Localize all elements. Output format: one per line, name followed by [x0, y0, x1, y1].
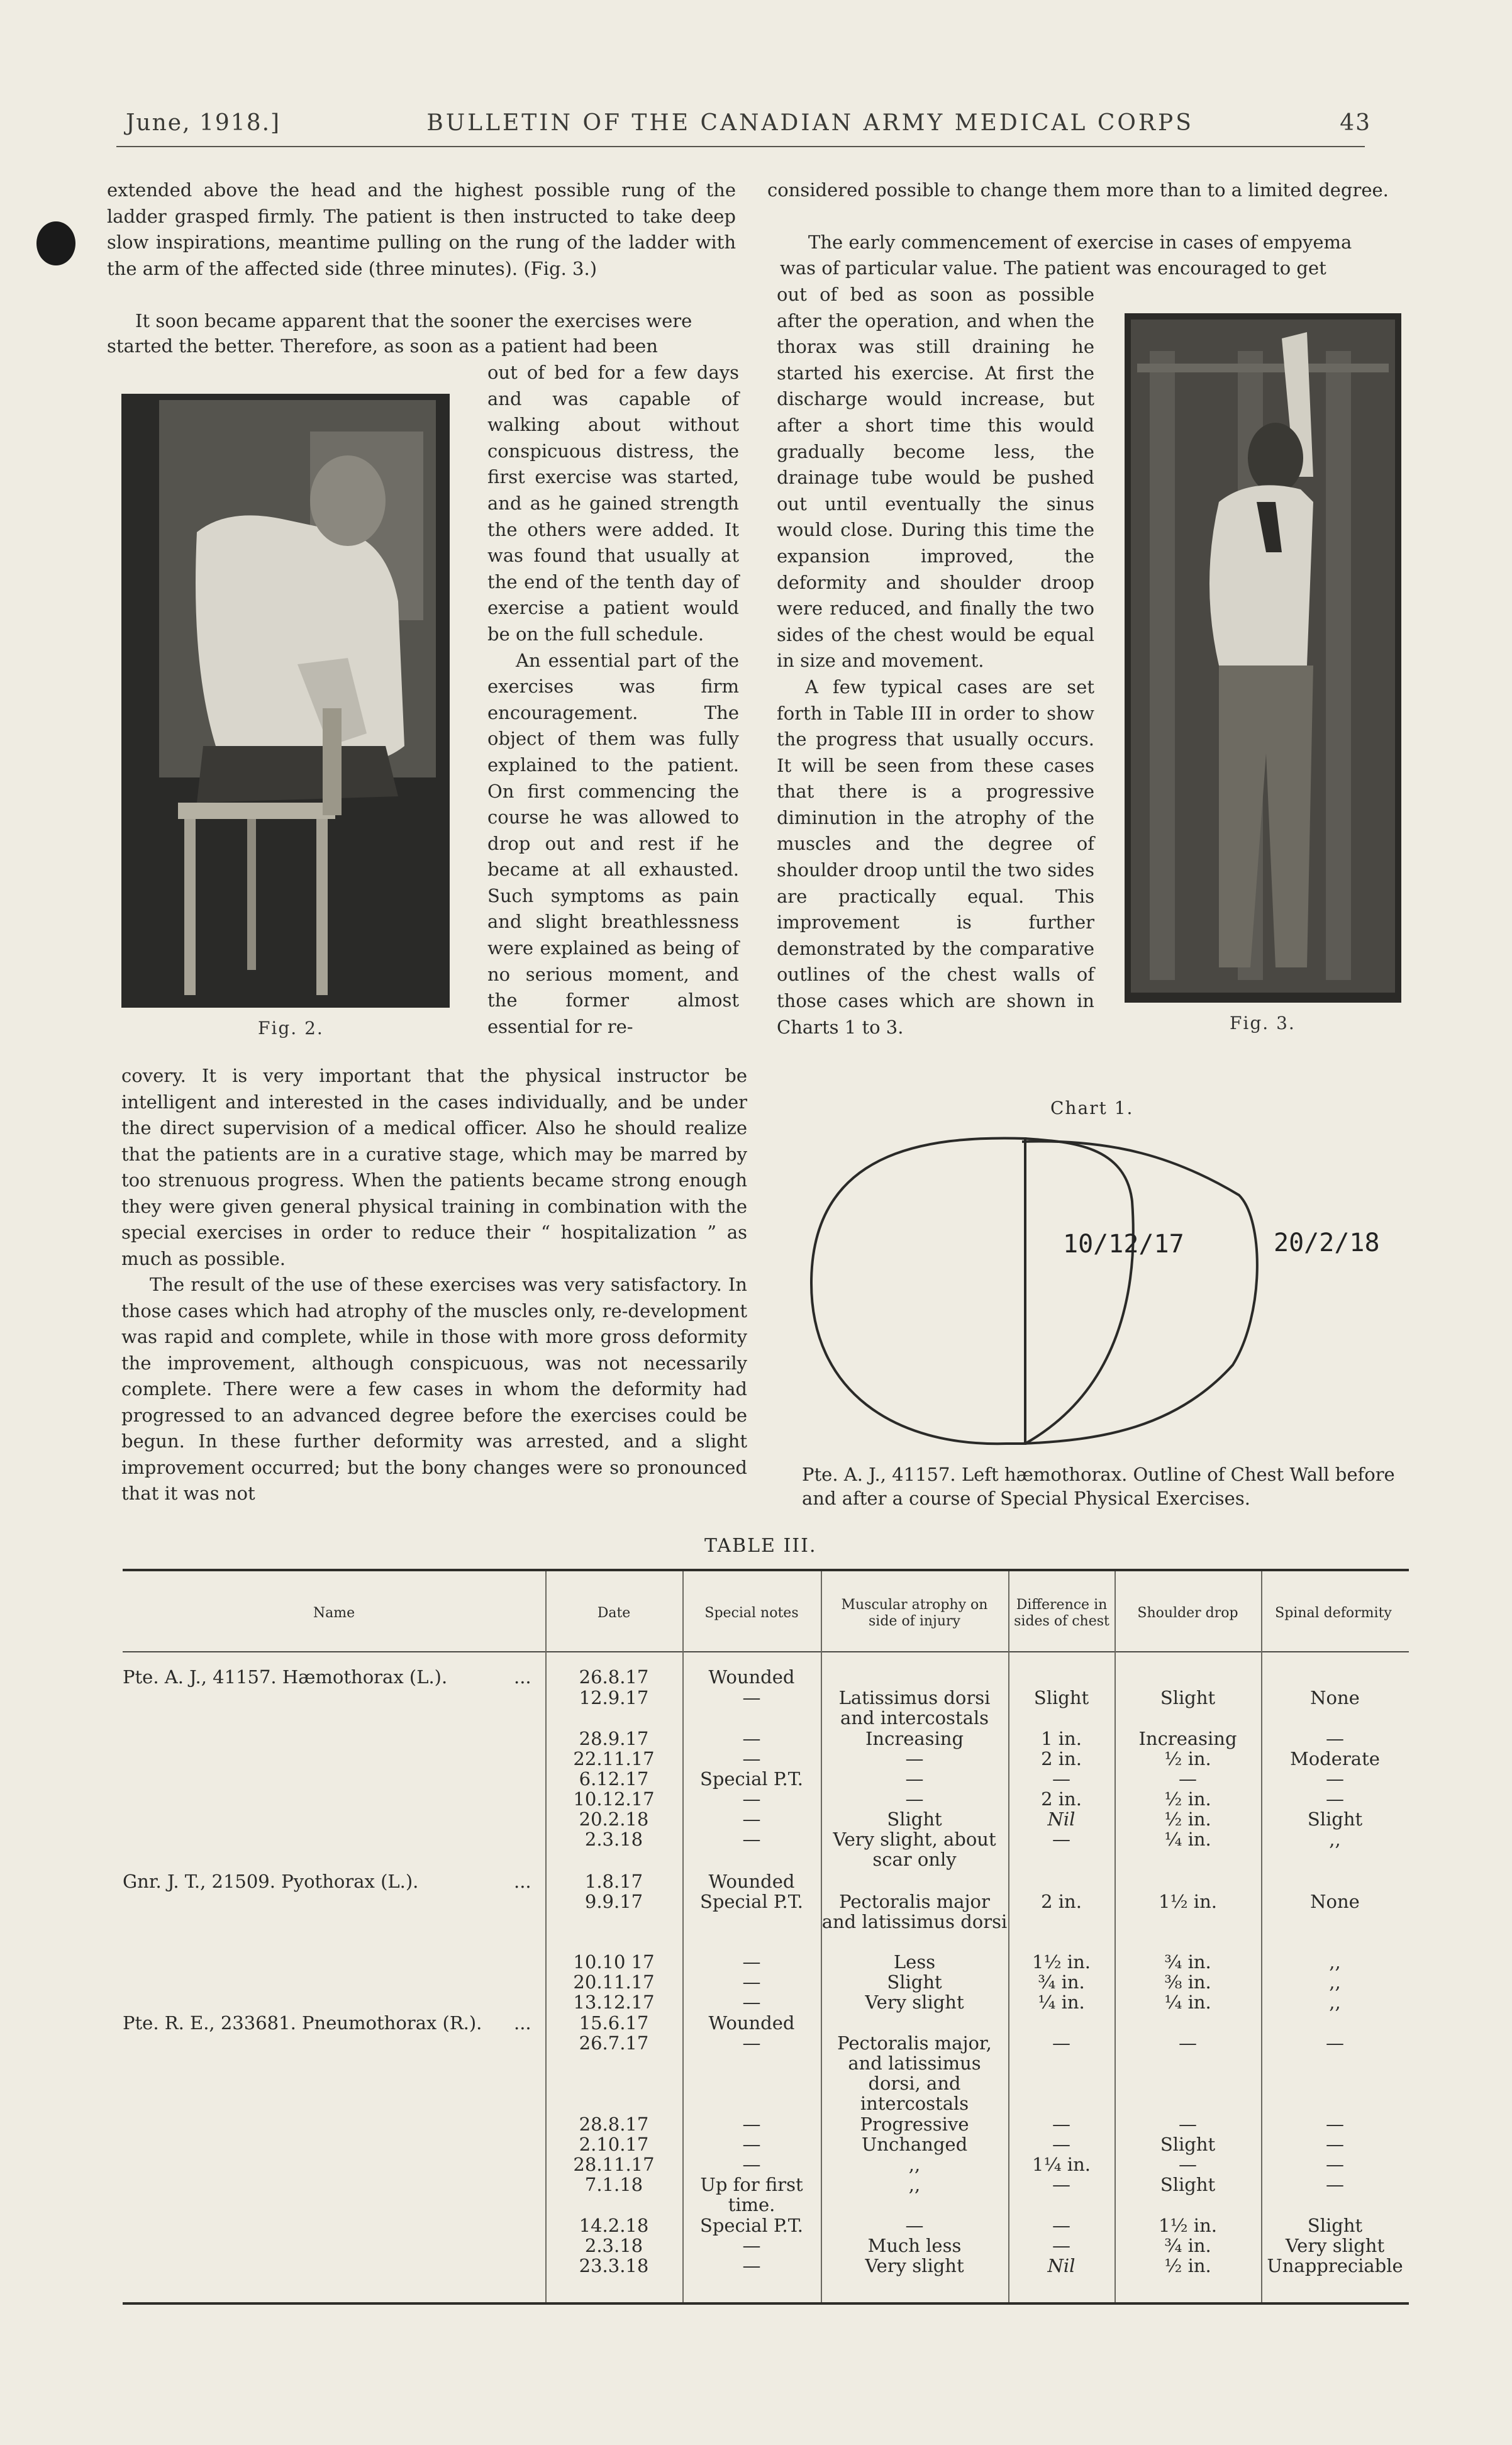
table-top-rule [123, 1569, 1409, 1571]
figure-2-photo [121, 394, 450, 1008]
paragraph: covery. It is very important that the physical instructor be intelligent and interested in the cases individually, and be under the direct supervision of a medical officer. Also he should realize that the patients are in a curative stage, which may be marred by too strenuous progress. When the patients became strong enough they were given general physical training in combination with the special exercises in order to reduce their “ hospitalization ” as much as possible. [121, 1065, 747, 1269]
chart-label-before: 10/12/17 [1063, 1230, 1184, 1259]
table-cell-spinal-deformity: ,, [1329, 1951, 1341, 1973]
table-bottom-rule [123, 2302, 1409, 2305]
table-cell-date: 12.9.17 [579, 1687, 649, 1708]
table-cell-special-notes: — [742, 1748, 761, 1769]
table-cell-chest-difference: — [1052, 2215, 1070, 2236]
chart-label-after: 20/2/18 [1274, 1228, 1380, 1257]
table-cell-muscular-atrophy: Very slight, about scar only [833, 1829, 996, 1870]
table-cell-muscular-atrophy: Much less [867, 2235, 962, 2256]
left-column-bottom [121, 1063, 747, 1507]
table-cell-chest-difference: Nil [1047, 1808, 1076, 1830]
table-cell-muscular-atrophy: Less [893, 1951, 936, 1973]
right-column-para2-lines [780, 230, 1393, 281]
table-cell-chest-difference: ¼ in. [1038, 1991, 1085, 2013]
punch-hole [36, 221, 75, 265]
header-page-number: 43 [1340, 109, 1371, 136]
paragraph: considered possible to change them more than to a limited degree. [767, 179, 1389, 201]
table-cell-chest-difference: 1¼ in. [1032, 2154, 1091, 2175]
table-title: TABLE III. [704, 1535, 817, 1557]
table-cell-shoulder-drop: 1½ in. [1159, 1891, 1217, 1912]
table-cell-special-notes: Up for first time. [700, 2174, 803, 2215]
table-cell-shoulder-drop: Increasing [1138, 1728, 1237, 1749]
table-cell-date: 26.8.17 [579, 1666, 649, 1688]
table-cell-date: 6.12.17 [579, 1768, 649, 1790]
table-cell-special-notes: Wounded [708, 1666, 795, 1688]
table-cell-special-notes: — [742, 1829, 761, 1850]
table-cell-chest-difference: — [1052, 2235, 1070, 2256]
table-cell-date: 13.12.17 [573, 1991, 655, 2013]
table-cell-date: 20.11.17 [573, 1971, 655, 1993]
table-cell-shoulder-drop: — [1179, 1768, 1197, 1790]
outline-after-right [1022, 1141, 1257, 1444]
header-date: Date [597, 1605, 631, 1621]
table-cell-spinal-deformity: — [1326, 2134, 1344, 2155]
table-cell-muscular-atrophy: Very slight [865, 1991, 964, 2013]
table-cell-shoulder-drop: ¾ in. [1164, 2235, 1211, 2256]
table-cell-shoulder-drop: ½ in. [1164, 2255, 1211, 2276]
table-cell-date: 28.8.17 [579, 2114, 649, 2135]
header-chest-difference: Difference in sides of chest [1014, 1597, 1109, 1629]
table-cell-spinal-deformity: ,, [1329, 1971, 1341, 1993]
table-cell-spinal-deformity: Moderate [1290, 1748, 1380, 1769]
table-cell-muscular-atrophy: Progressive [860, 2114, 969, 2135]
patient-name: Pte. A. J., 41157. Hæmothorax (L.). [123, 1666, 448, 1688]
paragraph: The result of the use of these exercises was very satisfactory. In those cases which had atrophy of the muscles only, re-development was rapid and complete, while in those with more gross deformity the improvement, although conspicuous, was not necessarily complete. There were a few cases in whom the deformity had progressed to an advanced degree before the exercises could be begun. In these further deformity was arrested, and a slight improvement occurred; but the bony changes were so pronounced that it was not [121, 1274, 747, 1504]
table-cell-special-notes: — [742, 1687, 761, 1708]
table-cell-spinal-deformity: None [1310, 1687, 1360, 1708]
table-cell-spinal-deformity: Slight [1307, 1808, 1363, 1830]
table-cell-muscular-atrophy: Latissimus dorsi and intercostals [838, 1687, 991, 1729]
table-cell-date: 2.10.17 [579, 2134, 649, 2155]
table-cell-date: 10.12.17 [573, 1788, 655, 1810]
table-cell-date: 20.2.18 [579, 1808, 649, 1830]
table-cell-spinal-deformity: — [1326, 1728, 1344, 1749]
table-cell-chest-difference: ¾ in. [1038, 1971, 1085, 1993]
table-cell-spinal-deformity: ,, [1329, 1991, 1341, 2013]
name-leader-dots: ... [514, 2012, 531, 2034]
table-cell-date: 28.11.17 [573, 2154, 655, 2175]
patient-name: Pte. R. E., 233681. Pneumothorax (R.). [123, 2012, 482, 2034]
table-cell-shoulder-drop: — [1179, 2154, 1197, 2175]
table-cell-chest-difference: Nil [1047, 2255, 1076, 2276]
table-cell-shoulder-drop: Slight [1160, 2174, 1216, 2195]
header-muscular-atrophy: Muscular atrophy on side of injury [841, 1597, 988, 1629]
table-cell-chest-difference: 1½ in. [1032, 1951, 1091, 1973]
table-cell-chest-difference: 2 in. [1041, 1788, 1082, 1810]
table-cell-date: 9.9.17 [584, 1891, 643, 1912]
left-column-top [107, 177, 736, 282]
table-cell-muscular-atrophy: ,, [908, 2154, 921, 2175]
table-cell-shoulder-drop: ½ in. [1164, 1808, 1211, 1830]
figure-3-photo [1125, 313, 1401, 1003]
paragraph: out of bed for a few days and was capable of walking about without conspicuous distress, the first exercise was started, and as he gained strength the others were added. It was found that usually at the end of the tenth day of exercise a patient would be on the full schedule. [487, 362, 739, 645]
table-cell-shoulder-drop: ¼ in. [1164, 1829, 1211, 1850]
table-cell-shoulder-drop: Slight [1160, 2134, 1216, 2155]
patient-name: Gnr. J. T., 21509. Pyothorax (L.). [123, 1871, 419, 1892]
table-cell-special-notes: — [742, 1991, 761, 2013]
text-line: The early commencement of exercise in cases of empyema [808, 231, 1352, 253]
table-cell-special-notes: Wounded [708, 2012, 795, 2034]
table-cell-shoulder-drop: ¾ in. [1164, 1951, 1211, 1973]
table-cell-chest-difference: — [1052, 1768, 1070, 1790]
seated-patient-photo [121, 394, 450, 1008]
standing-patient-ladder-photo [1125, 313, 1401, 1003]
text-line: was of particular value. The patient was encouraged to get [780, 257, 1326, 279]
header-name: Name [313, 1605, 355, 1621]
table-cell-special-notes: Special P.T. [699, 1768, 804, 1790]
table-cell-date: 1.8.17 [584, 1871, 643, 1892]
table-cell-special-notes: — [742, 1971, 761, 1993]
table-cell-date: 28.9.17 [579, 1728, 649, 1749]
table-cell-special-notes: — [742, 2235, 761, 2256]
table-cell-chest-difference: — [1052, 2114, 1070, 2135]
table-cell-shoulder-drop: ⅜ in. [1164, 1971, 1211, 1993]
table-cell-chest-difference: 1 in. [1041, 1728, 1082, 1749]
table-cell-shoulder-drop: ½ in. [1164, 1748, 1211, 1769]
table-cell-special-notes: — [742, 2255, 761, 2276]
table-cell-date: 2.3.18 [584, 2235, 643, 2256]
header-journal-title: BULLETIN OF THE CANADIAN ARMY MEDICAL CORPS [426, 109, 1194, 136]
paragraph: A few typical cases are set forth in Table III in order to show the progress that usually occurs. It will be seen from these cases that there is a progressive diminution in the atrophy of the muscles and the degree of shoulder droop until the two sides are practically equal. This improvement is further demonstrated by the comparative outlines of the chest walls of those cases which are shown in Charts 1 to 3. [777, 676, 1094, 1038]
chart-caption: Pte. A. J., 41157. Left hæmothorax. Outline of Chest Wall before and after a course of Special Physical Exercises. [802, 1464, 1395, 1509]
table-cell-muscular-atrophy: — [905, 1748, 924, 1769]
table-cell-shoulder-drop: Slight [1160, 1687, 1216, 1708]
table-cell-date: 23.3.18 [579, 2255, 649, 2276]
table-cell-spinal-deformity: — [1326, 2154, 1344, 2175]
table-cell-muscular-atrophy: Slight [887, 1971, 942, 1993]
table-cell-chest-difference: — [1052, 2032, 1070, 2054]
table-cell-spinal-deformity: — [1326, 2114, 1344, 2135]
table-cell-spinal-deformity: — [1326, 2174, 1344, 2195]
table-cell-shoulder-drop: ½ in. [1164, 1788, 1211, 1810]
table-header-rule [123, 1651, 1409, 1652]
text-line: It soon became apparent that the sooner the exercises were [135, 310, 692, 331]
table-cell-spinal-deformity: Unappreciable [1267, 2255, 1403, 2276]
table-cell-date: 15.6.17 [579, 2012, 649, 2034]
running-header [126, 104, 1371, 142]
table-cell-spinal-deformity: — [1326, 1788, 1344, 1810]
table-cell-muscular-atrophy: — [905, 1788, 924, 1810]
table-cell-muscular-atrophy: Pectoralis major and latissimus dorsi [821, 1891, 1008, 1932]
paragraph: extended above the head and the highest possible rung of the ladder grasped firmly. The patient is then instructed to take deep slow inspirations, meantime pulling on the rung of the ladder with the arm of the affected side (three minutes). (Fig. 3.) [107, 179, 736, 279]
table-cell-chest-difference: Slight [1033, 1687, 1089, 1708]
outline-before [811, 1138, 1025, 1444]
left-column-para2-lines [107, 308, 736, 359]
table-cell-special-notes: — [742, 1728, 761, 1749]
right-narrow-column [777, 282, 1094, 1040]
table-cell-special-notes: — [742, 2114, 761, 2135]
table-cell-muscular-atrophy: Pectoralis major, and latissimus dorsi, and intercostals [837, 2032, 992, 2114]
table-cell-chest-difference: 2 in. [1041, 1891, 1082, 1912]
table-cell-date: 7.1.18 [584, 2174, 643, 2195]
text-line: started the better. Therefore, as soon as a patient had been [107, 335, 658, 357]
paragraph: out of bed as soon as possible after the operation, and when the thorax was still draining he started his exercise. At first the discharge would increase, but after a short time this would gradually become less, the drainage tube would be pushed out until eventually the sinus would close. During this time the expansion improved, the deformity and shoulder droop were reduced, and finally the two sides of the chest would be equal in size and movement. [777, 284, 1094, 672]
table-cell-spinal-deformity: None [1310, 1891, 1360, 1912]
outline-before-right [1025, 1139, 1133, 1444]
table-cell-date: 14.2.18 [579, 2215, 649, 2236]
table-cell-muscular-atrophy: — [905, 1768, 924, 1790]
chart-title: Chart 1. [1050, 1098, 1134, 1118]
table-cell-shoulder-drop: 1½ in. [1159, 2215, 1217, 2236]
table-cell-muscular-atrophy: ,, [908, 2174, 921, 2195]
left-narrow-column [487, 360, 739, 1040]
table-cell-muscular-atrophy: Increasing [865, 1728, 964, 1749]
table-cell-special-notes: Special P.T. [699, 1891, 804, 1912]
table-cell-special-notes: Wounded [708, 1871, 795, 1892]
table-cell-spinal-deformity: ,, [1329, 1829, 1341, 1850]
table-cell-muscular-atrophy: Slight [887, 1808, 942, 1830]
table-iii [123, 1566, 1409, 2309]
figure-3-caption: Fig. 3. [1230, 1013, 1296, 1033]
table-cell-spinal-deformity: Slight [1307, 2215, 1363, 2236]
table-cell-muscular-atrophy: Unchanged [861, 2134, 968, 2155]
chest-outline-chart [799, 1126, 1365, 1459]
table-cell-muscular-atrophy: Very slight [865, 2255, 964, 2276]
table-cell-date: 2.3.18 [584, 1829, 643, 1850]
table-cell-muscular-atrophy: — [905, 2215, 924, 2236]
table-cell-special-notes: — [742, 1788, 761, 1810]
name-leader-dots: ... [514, 1666, 531, 1688]
table-cell-date: 26.7.17 [579, 2032, 649, 2054]
table-cell-spinal-deformity: — [1326, 2032, 1344, 2054]
table-cell-date: 22.11.17 [573, 1748, 655, 1769]
right-column-top [767, 177, 1393, 204]
table-cell-special-notes: — [742, 1808, 761, 1830]
table-cell-special-notes: — [742, 1951, 761, 1973]
table-cell-special-notes: Special P.T. [699, 2215, 804, 2236]
table-cell-shoulder-drop: ¼ in. [1164, 1991, 1211, 2013]
header-special-notes: Special notes [704, 1605, 799, 1621]
table-cell-special-notes: — [742, 2134, 761, 2155]
name-leader-dots: ... [514, 1871, 531, 1892]
table-cell-chest-difference: — [1052, 2174, 1070, 2195]
table-cell-chest-difference: — [1052, 2134, 1070, 2155]
table-cell-shoulder-drop: — [1179, 2114, 1197, 2135]
table-cell-shoulder-drop: — [1179, 2032, 1197, 2054]
paragraph: An essential part of the exercises was firm encouragement. The object of them was fully explained to the patient. On first commencing the course he was allowed to drop out and rest if he became at all exhausted. Such symptoms as pain and slight breathlessness were explained as being of no serious moment, and the former almost essential for re- [487, 649, 739, 1037]
table-cell-spinal-deformity: — [1326, 1768, 1344, 1790]
table-cell-spinal-deformity: Very slight [1285, 2235, 1385, 2256]
header-date: June, 1918.] [126, 109, 281, 136]
figure-2-caption: Fig. 2. [258, 1018, 324, 1039]
table-cell-chest-difference: — [1052, 1829, 1070, 1850]
table-cell-special-notes: — [742, 2032, 761, 2054]
table-cell-chest-difference: 2 in. [1041, 1748, 1082, 1769]
header-rule [116, 146, 1365, 147]
table-cell-special-notes: — [742, 2154, 761, 2175]
header-shoulder-drop: Shoulder drop [1137, 1605, 1238, 1621]
header-spinal-deformity: Spinal deformity [1275, 1605, 1392, 1621]
table-cell-date: 10.10 17 [573, 1951, 655, 1973]
